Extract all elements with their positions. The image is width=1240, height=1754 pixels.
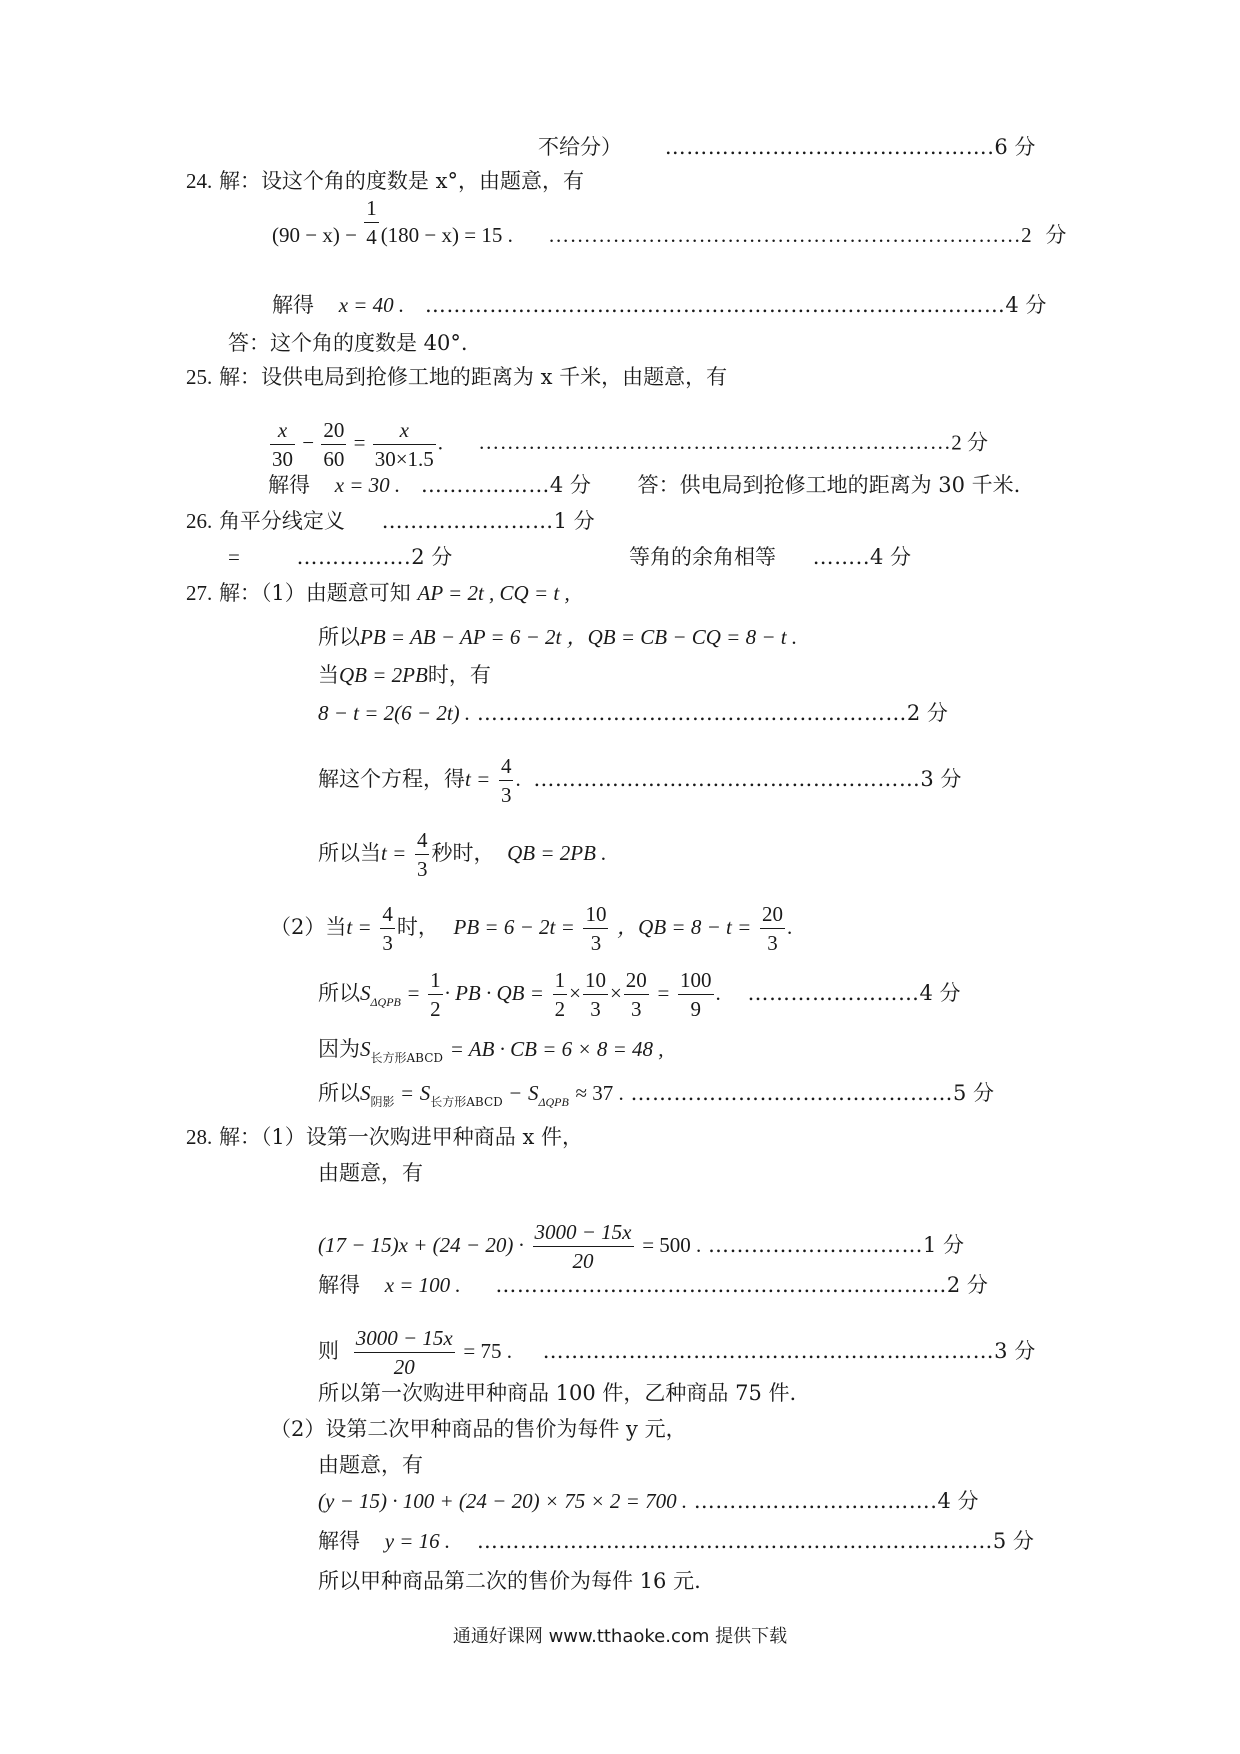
q27-l8-b-d: 3 — [590, 997, 601, 1021]
q28-l11: 所以甲种商品第二次的售价为每件 16 元. — [318, 1569, 701, 1593]
q24-fraction — [364, 194, 379, 251]
q28-l9-score: 4 分 — [937, 1489, 979, 1513]
q27-l10-sub3: ΔQPB — [538, 1095, 569, 1109]
q27-l10-sub2: 长方形ABCD — [430, 1095, 503, 1109]
q27-line-1 — [186, 580, 570, 606]
q27-l10-leader: ……………………………………… — [630, 1081, 953, 1105]
q28-l4-score: 2 分 — [946, 1273, 988, 1297]
q27-l8-fn: 1 — [428, 966, 443, 995]
q24-solve-leader: ……………………………………………………………………… — [424, 293, 1006, 317]
q28-l2: 由题意，有 — [318, 1161, 423, 1185]
q26-number: 26. — [186, 509, 213, 533]
q27-l4-score: 2 分 — [906, 701, 948, 725]
q27-l8-fd: 2 — [430, 997, 441, 1021]
q28-number: 28. — [186, 1125, 213, 1149]
q27-l8-frac-result — [678, 966, 714, 1023]
q27-part-1: （1） — [260, 581, 306, 605]
q27-l5-den: 3 — [500, 783, 512, 807]
q26-line-2 — [228, 544, 911, 570]
q27-line-5 — [318, 752, 961, 809]
q28-l6: 所以第一次购进甲种商品 100 件，乙种商品 75 件. — [318, 1381, 797, 1405]
q28-l5-tail: = 75 . — [463, 1339, 512, 1363]
q27-l8-dot: . — [715, 981, 721, 1005]
q27-l9-math: = AB · CB = 6 × 8 = 48 , — [449, 1037, 664, 1061]
q27-line-9 — [318, 1036, 664, 1071]
q27-l8-x2: × — [609, 981, 622, 1005]
q28-l9-leader: ……………………………. — [693, 1489, 938, 1513]
q27-l7-text: 当 — [325, 915, 347, 939]
q27-l8-c-d: 3 — [631, 997, 642, 1021]
q27-l5-dot: . — [515, 767, 521, 791]
q27-l10-S: S — [360, 1081, 371, 1105]
q27-l8-eq2: = — [657, 981, 670, 1005]
q28-part-1: （1） — [260, 1125, 306, 1149]
q25-eq-leader: ………………………………………………………… — [478, 430, 952, 455]
q27-line-6 — [318, 826, 606, 883]
q27-l7-fraction-3 — [760, 900, 785, 957]
q27-l6-den: 3 — [416, 857, 428, 881]
q28-l5-fraction — [354, 1324, 455, 1381]
q27-l5-fraction — [499, 752, 514, 809]
q27-l4-math: 8 − t = 2(6 − 2t) . — [318, 701, 471, 725]
q27-l7-math: t = — [346, 915, 372, 939]
q27-l1-text: 由题意可知 — [305, 581, 411, 605]
q27-line-8 — [318, 966, 961, 1023]
q27-l1-math: AP = 2t , CQ = t , — [417, 581, 570, 605]
q28-line-4 — [318, 1272, 988, 1298]
top-leader: ………………………………………. — [664, 135, 995, 159]
q28-line-10 — [318, 1528, 1034, 1554]
q26-answer-1: 角平分线定义 — [218, 509, 345, 533]
q27-l7-n3: 20 — [760, 900, 785, 929]
q24-solve-score: 4 分 — [1005, 293, 1047, 317]
q27-l7-fraction-2 — [583, 900, 608, 957]
q27-l7-num: 4 — [380, 900, 395, 929]
q26-answer-3: 等角的余角相等 — [628, 545, 776, 569]
q27-l8-eq: = — [407, 981, 420, 1005]
q28-line-1 — [186, 1124, 583, 1150]
q27-line-3 — [318, 662, 491, 688]
q25-jie: 解： — [218, 365, 261, 389]
q25-setup: 设供电局到抢修工地的距离为 x 千米，由题意，有 — [260, 365, 728, 389]
q24-frac-den: 4 — [366, 224, 377, 249]
q28-line-9 — [318, 1488, 979, 1514]
q25-eq-sign: = — [353, 430, 366, 455]
q28-l5-num: 3000 − 15x — [354, 1324, 455, 1353]
q28-l10-label: 解得 — [318, 1529, 360, 1553]
q25-f1-den: 30 — [272, 447, 293, 471]
q27-l7-n2: 10 — [583, 900, 608, 929]
q27-l10-text: 所以 — [318, 1081, 360, 1105]
top-line — [538, 134, 1035, 160]
q28-l4-label: 解得 — [318, 1273, 360, 1297]
q27-jie: 解： — [218, 581, 261, 605]
q27-l4-leader: …………………………………………………… — [476, 701, 907, 725]
q28-l8: 由题意，有 — [318, 1453, 423, 1477]
q28-l10-leader: ……………………………………………………………… — [476, 1529, 993, 1553]
q25-f1-num: x — [270, 416, 295, 445]
q27-l8-frac-b — [583, 966, 608, 1023]
q27-l5-text: 解这个方程，得 — [318, 767, 465, 791]
q27-l7-dot: . — [786, 915, 793, 939]
q24-number: 24. — [186, 169, 213, 193]
q28-l3-num: 3000 − 15x — [533, 1218, 634, 1247]
q26-leader-1: …………………… — [381, 509, 554, 533]
q24-setup: 设这个角的度数是 x°，由题意，有 — [260, 169, 584, 193]
q24-answer: 答：这个角的度数是 40°. — [228, 331, 468, 355]
q27-l5-math: t = — [465, 767, 491, 791]
q27-l8-sub: ΔQPB — [370, 995, 401, 1009]
q28-jie: 解： — [218, 1125, 261, 1149]
q25-minus: − — [302, 430, 315, 455]
q25-setup-line — [186, 364, 727, 390]
q24-setup-line — [186, 168, 584, 194]
q28-l10-eq: y = 16 . — [384, 1529, 451, 1553]
q27-l10-score: 5 分 — [953, 1081, 995, 1105]
q27-l8-m: · PB · QB = — [444, 981, 544, 1005]
q26-line-1 — [186, 508, 595, 534]
q26-leader-3: …….. — [812, 545, 870, 569]
q28-l5-leader: ……………………………………………………… — [542, 1339, 995, 1363]
q25-solve-label: 解得 — [268, 473, 310, 497]
q27-l7-d3: 3 — [767, 931, 778, 955]
q26-score-1: 1 分 — [553, 509, 595, 533]
q28-l7: 设第二次甲种商品的售价为每件 y 元， — [325, 1417, 687, 1441]
q27-l6-fraction — [415, 826, 430, 883]
q28-l10-score: 5 分 — [992, 1529, 1034, 1553]
q27-l8-b-n: 10 — [583, 966, 608, 995]
q28-l3-den: 20 — [572, 1249, 594, 1273]
q25-solve-leader: ……………… — [420, 473, 550, 497]
q25-frac-3 — [373, 416, 436, 473]
q25-f2-den: 60 — [323, 447, 345, 471]
q24-eq-leader: …………………………………………………………2 — [548, 223, 1033, 247]
q27-l5-score: 3 分 — [920, 767, 962, 791]
q25-frac-1 — [270, 416, 295, 473]
q28-l5-den: 20 — [393, 1355, 415, 1379]
q25-period: . — [437, 430, 444, 455]
q27-l7-m3: ，QB = 8 − t = — [617, 915, 752, 939]
q24-solve-eq: x = 40 . — [338, 293, 405, 317]
q27-l7-fraction-1 — [380, 900, 395, 957]
q27-l6-text: 所以当 — [318, 841, 381, 865]
q27-l6-num: 4 — [415, 826, 430, 855]
q28-l5-label: 则 — [318, 1339, 339, 1363]
q27-l10-S3: S — [527, 1081, 539, 1105]
q25-solve-eq: x = 30 . — [334, 473, 401, 497]
q27-l6-math2: QB = 2PB . — [507, 841, 607, 865]
q28-l3-math: (17 − 15)x + (24 − 20) · — [318, 1233, 524, 1257]
q27-l8-r-d: 9 — [690, 997, 702, 1021]
q28-l4-leader: ……………………………………………………… — [495, 1273, 947, 1297]
q27-l9-S: S — [360, 1037, 371, 1061]
q27-l8-frac-a — [553, 966, 568, 1023]
q28-part-2: （2） — [270, 1417, 326, 1441]
q27-l7-tail: 时， — [396, 915, 439, 939]
q27-l3-text: 当 — [318, 663, 339, 687]
q24-solve-label: 解得 — [272, 293, 314, 317]
q28-l3-fraction — [533, 1218, 634, 1275]
q28-l1: 设第一次购进甲种商品 x 件， — [305, 1125, 584, 1149]
q27-line-4 — [318, 700, 948, 726]
q27-line-7 — [270, 900, 792, 957]
q26-score-3: 4 分 — [870, 545, 912, 569]
q25-f3-den: 30×1.5 — [374, 447, 434, 471]
q27-l10-minus: − — [509, 1081, 522, 1105]
q24-eq-b: (180 − x) = 15 . — [380, 223, 513, 247]
q27-l7-den: 3 — [382, 931, 393, 955]
q28-l3-score: 1 分 — [922, 1233, 965, 1257]
q27-part-2: （2） — [270, 915, 326, 939]
q28-line-5 — [318, 1324, 1035, 1381]
q27-l8-S: S — [360, 981, 371, 1005]
q27-l10-S2: S — [419, 1081, 431, 1105]
q24-solve-line — [272, 292, 1046, 318]
page-footer: 通通好课网 www.tthaoke.com 提供下载 — [452, 1626, 788, 1647]
q28-l5-score: 3 分 — [994, 1339, 1036, 1363]
q27-l10-sub: 阴影 — [370, 1095, 395, 1109]
q27-l3-math: QB = 2PB — [339, 663, 428, 687]
q28-l9-math: (y − 15) · 100 + (24 − 20) × 75 × 2 = 700 . — [318, 1489, 688, 1513]
q27-l5-leader: ……………………………………………… — [533, 767, 921, 791]
q27-l9-text: 因为 — [318, 1037, 360, 1061]
q27-l10-eq: = — [401, 1081, 414, 1105]
q27-l2-math: PB = AB − AP = 6 − 2t ，QB = CB − CQ = 8 − t . — [360, 625, 798, 649]
q26-answer-2: = — [228, 545, 240, 569]
q27-l7-d2: 3 — [590, 931, 602, 955]
q25-frac-2 — [321, 416, 346, 473]
q27-l10-tail: ≈ 37 . — [575, 1081, 624, 1105]
q25-f2-num: 20 — [321, 416, 346, 445]
q27-l6-tail: 秒时， — [431, 841, 495, 865]
q28-line-3 — [318, 1218, 964, 1275]
q25-number: 25. — [186, 365, 213, 389]
q24-jie: 解： — [218, 169, 261, 193]
q27-l8-score: 4 分 — [919, 981, 961, 1005]
q27-l8-c-n: 20 — [624, 966, 649, 995]
q25-f3-num: x — [373, 416, 436, 445]
q25-answer: 答：供电局到抢修工地的距离为 30 千米. — [637, 473, 1021, 497]
q25-eq-score: 2 分 — [951, 430, 989, 455]
q27-l8-frac-half — [428, 966, 443, 1023]
q27-line-10 — [318, 1080, 994, 1115]
q28-line-7 — [270, 1416, 687, 1442]
q28-l3-tail: = 500 . — [642, 1233, 702, 1257]
q27-l8-text: 所以 — [318, 981, 360, 1005]
q27-l8-frac-c — [624, 966, 649, 1023]
top-score: 6 分 — [994, 135, 1036, 159]
q27-number: 27. — [186, 581, 213, 605]
q27-l8-a-d: 2 — [554, 997, 566, 1021]
q27-l8-leader: …………………… — [747, 981, 920, 1005]
q27-l7-m2: PB = 6 − 2t = — [453, 915, 575, 939]
q28-l4-eq: x = 100 . — [384, 1273, 461, 1297]
q24-eq-score: 分 — [1045, 223, 1067, 247]
q24-eq-a: (90 − x) − — [272, 223, 357, 247]
q27-l8-a-n: 1 — [553, 966, 568, 995]
q27-l2-text: 所以 — [318, 625, 360, 649]
q26-leader-2: ……………. — [296, 545, 412, 569]
q25-equation — [268, 416, 988, 473]
q28-l3-leader: ………………………… — [707, 1233, 923, 1257]
q27-line-2 — [318, 624, 797, 650]
q27-l3-tail: 时，有 — [427, 663, 491, 687]
q27-l5-num: 4 — [499, 752, 514, 781]
q24-equation — [272, 195, 1067, 251]
q24-frac-num: 1 — [364, 194, 379, 223]
q27-l8-x1: × — [569, 981, 581, 1005]
top-text: 不给分） — [538, 135, 622, 159]
q26-score-2: 2 分 — [411, 545, 453, 569]
q25-solve-line — [268, 472, 1020, 498]
q25-solve-score: 4 分 — [549, 473, 591, 497]
q27-l9-sub: 长方形ABCD — [370, 1051, 444, 1065]
q27-l6-math: t = — [381, 841, 407, 865]
q27-l8-r-n: 100 — [678, 966, 714, 995]
